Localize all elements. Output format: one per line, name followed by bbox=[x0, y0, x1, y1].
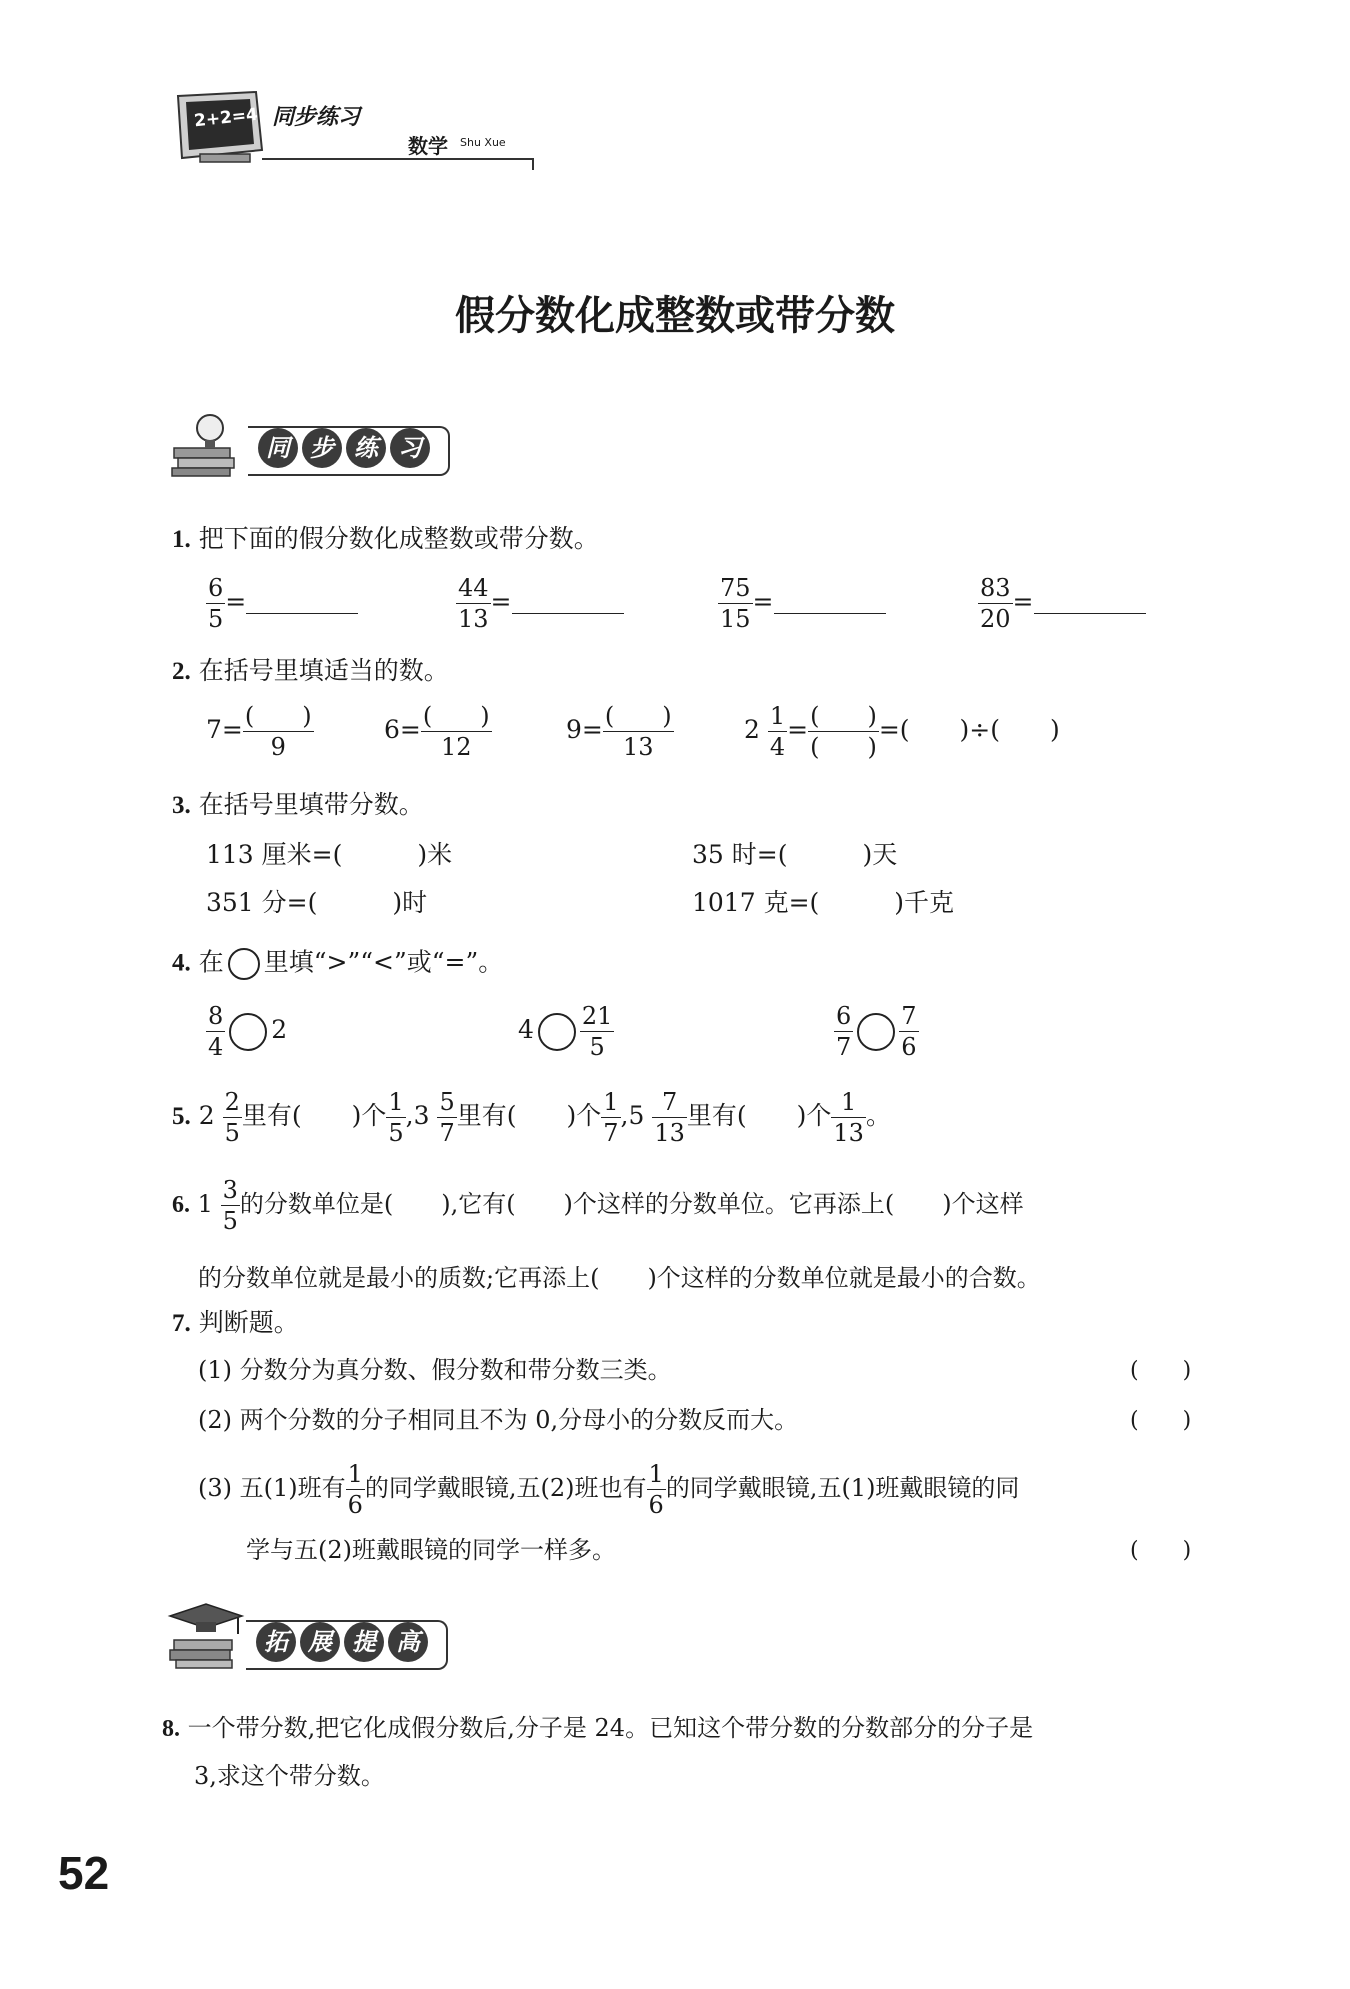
fraction: $\frac{1}{13}$ bbox=[833, 1088, 864, 1147]
board-text: 2+2=4 bbox=[193, 104, 259, 132]
fraction: $\frac{3}{5}$ bbox=[222, 1176, 238, 1235]
q1-item: $\frac{75}{15}$ = bbox=[718, 576, 886, 631]
answer-blank[interactable] bbox=[1034, 613, 1146, 614]
q3-item: 113 厘米=( )米 bbox=[206, 840, 453, 869]
answer-blank[interactable] bbox=[774, 613, 886, 614]
question-7: 7. 判断题。 bbox=[172, 1308, 299, 1337]
question-3 bbox=[172, 792, 424, 818]
fraction: $\frac{75}{15}$ bbox=[720, 574, 751, 633]
question-number: 7. bbox=[172, 1310, 191, 1337]
subject: 数学 bbox=[408, 134, 448, 158]
question-number: 4. bbox=[172, 949, 191, 977]
fraction: $\frac{7}{13}$ bbox=[654, 1088, 685, 1147]
fraction: $\frac{6}{7}$ bbox=[836, 1002, 852, 1061]
q7-paren[interactable]: ( ) bbox=[1130, 1538, 1192, 1563]
fraction: $\frac{44}{13}$ bbox=[458, 574, 489, 633]
question-2 bbox=[172, 658, 449, 684]
compare-circle[interactable] bbox=[538, 1013, 576, 1051]
section-char: 提 bbox=[344, 1622, 384, 1662]
q4-item: $\frac{8}{4}$ 2 bbox=[208, 1002, 288, 1061]
fraction: $\frac{( )}{( )}$ bbox=[810, 702, 877, 761]
books-lightbulb-icon bbox=[168, 408, 248, 478]
q3-item: 351 分=( )时 bbox=[206, 888, 428, 917]
section-char: 高 bbox=[388, 1622, 428, 1662]
question-text: 在括号里填适当的数。 bbox=[198, 656, 449, 685]
fraction: $\frac{( )}{12}$ bbox=[422, 702, 490, 761]
fraction: $\frac{( )}{13}$ bbox=[604, 702, 672, 761]
q1-item: $\frac{83}{20}$ = bbox=[978, 576, 1146, 631]
fraction: $\frac{1}{5}$ bbox=[388, 1088, 404, 1147]
answer-blank[interactable] bbox=[246, 613, 358, 614]
question-8-line2: 3,求这个带分数。 bbox=[194, 1762, 385, 1790]
fraction: $\frac{7}{6}$ bbox=[901, 1002, 917, 1061]
fraction: $\frac{8}{4}$ bbox=[208, 1002, 224, 1061]
fraction: $\frac{6}{5}$ bbox=[208, 574, 224, 633]
q7-statement-3-line2: 学与五(2)班戴眼镜的同学一样多。 bbox=[246, 1536, 616, 1564]
fraction: $\frac{1}{7}$ bbox=[603, 1088, 619, 1147]
section-char: 拓 bbox=[256, 1622, 296, 1662]
q4-item: 4 $\frac{21}{5}$ bbox=[518, 1002, 613, 1061]
header-rule bbox=[262, 158, 534, 170]
fraction: $\frac{5}{7}$ bbox=[439, 1088, 455, 1147]
q2-item: 9= $\frac{( )}{13}$ bbox=[566, 702, 672, 761]
header bbox=[170, 88, 540, 168]
section-title bbox=[256, 1622, 432, 1662]
question-number: 2. bbox=[172, 658, 191, 685]
section-char: 习 bbox=[390, 428, 430, 468]
question-number: 8. bbox=[162, 1716, 180, 1742]
q7-statement-1: (1) 分数分为真分数、假分数和带分数三类。 bbox=[198, 1356, 672, 1384]
question-text: 在括号里填带分数。 bbox=[198, 790, 424, 819]
question-6: 6. 1 $\frac{3}{5}$ 的分数单位是( ),它有( )个这样的分数单位。它再添上( )个这样 bbox=[172, 1176, 1024, 1235]
q7-paren[interactable]: ( ) bbox=[1130, 1358, 1192, 1383]
fraction: $\frac{2}{5}$ bbox=[224, 1088, 240, 1147]
question-number: 3. bbox=[172, 792, 191, 819]
graduation-cap-icon bbox=[160, 1598, 246, 1670]
fraction: $\frac{83}{20}$ bbox=[980, 574, 1011, 633]
q2-item: 6= $\frac{( )}{12}$ bbox=[384, 702, 490, 761]
section-char: 练 bbox=[346, 428, 386, 468]
fraction: $\frac{( )}{9}$ bbox=[244, 702, 312, 761]
q3-item: 1017 克=( )千克 bbox=[692, 888, 955, 917]
compare-circle[interactable] bbox=[857, 1013, 895, 1051]
page-title: 假分数化成整数或带分数 bbox=[455, 292, 895, 339]
section-char: 展 bbox=[300, 1622, 340, 1662]
q2-mixed: 2 $\frac{1}{4}$ = $\frac{( )}{( )}$ =( )÷( ) bbox=[744, 702, 1060, 761]
fraction: $\frac{1}{4}$ bbox=[769, 702, 786, 761]
section-banner-sync bbox=[168, 408, 458, 478]
circle-icon bbox=[228, 948, 260, 980]
q7-paren[interactable]: ( ) bbox=[1130, 1408, 1192, 1433]
question-5: 5. 2 $\frac{2}{5}$ 里有( )个 $\frac{1}{5}$ ,3 $\frac{5}{7}$ 里有( )个 $\frac{1}{7}$ ,5 $\frac{7}{13}$ 里有( )个 $\frac{1}{13}$ 。 bbox=[172, 1088, 891, 1147]
answer-blank[interactable] bbox=[512, 613, 624, 614]
compare-circle[interactable] bbox=[229, 1013, 267, 1051]
q7-statement-2: (2) 两个分数的分子相同且不为 0,分母小的分数反而大。 bbox=[198, 1406, 799, 1434]
q7-statement-3: (3) 五(1)班有 $\frac{1}{6}$ 的同学戴眼镜,五(2)班也有 $\frac{1}{6}$ 的同学戴眼镜,五(1)班戴眼镜的同 bbox=[198, 1460, 1020, 1519]
question-number: 5. bbox=[172, 1103, 191, 1130]
fraction: $\frac{1}{6}$ bbox=[347, 1460, 363, 1519]
question-6-line2: 的分数单位就是最小的质数;它再添上( )个这样的分数单位就是最小的合数。 bbox=[198, 1264, 1041, 1292]
section-char: 步 bbox=[302, 428, 342, 468]
section-banner-extension bbox=[160, 1598, 460, 1670]
question-number: 6. bbox=[172, 1192, 190, 1218]
fraction: $\frac{1}{6}$ bbox=[648, 1460, 664, 1519]
question-1 bbox=[172, 526, 599, 552]
question-4: 4. 在 里填“>”“<”或“=”。 bbox=[172, 948, 503, 980]
question-8: 8. 一个带分数,把它化成假分数后,分子是 24。已知这个带分数的分数部分的分子是 bbox=[162, 1714, 1034, 1742]
q1-item: $\frac{6}{5}$ = bbox=[206, 576, 358, 631]
question-number: 1. bbox=[172, 526, 191, 553]
subject-pinyin: Shu Xue bbox=[460, 136, 506, 149]
q4-item bbox=[834, 1004, 919, 1059]
question-text: 把下面的假分数化成整数或带分数。 bbox=[198, 524, 599, 553]
q1-item: $\frac{44}{13}$ = bbox=[456, 576, 624, 631]
q3-item: 35 时=( )天 bbox=[692, 840, 898, 869]
fraction: $\frac{21}{5}$ bbox=[581, 1002, 613, 1061]
book-title: 同步练习 bbox=[272, 105, 361, 130]
section-char: 同 bbox=[258, 428, 298, 468]
section-title bbox=[258, 428, 434, 468]
page-number: 52 bbox=[58, 1847, 110, 1899]
q2-item: 7= $\frac{( )}{9}$ bbox=[206, 702, 312, 761]
